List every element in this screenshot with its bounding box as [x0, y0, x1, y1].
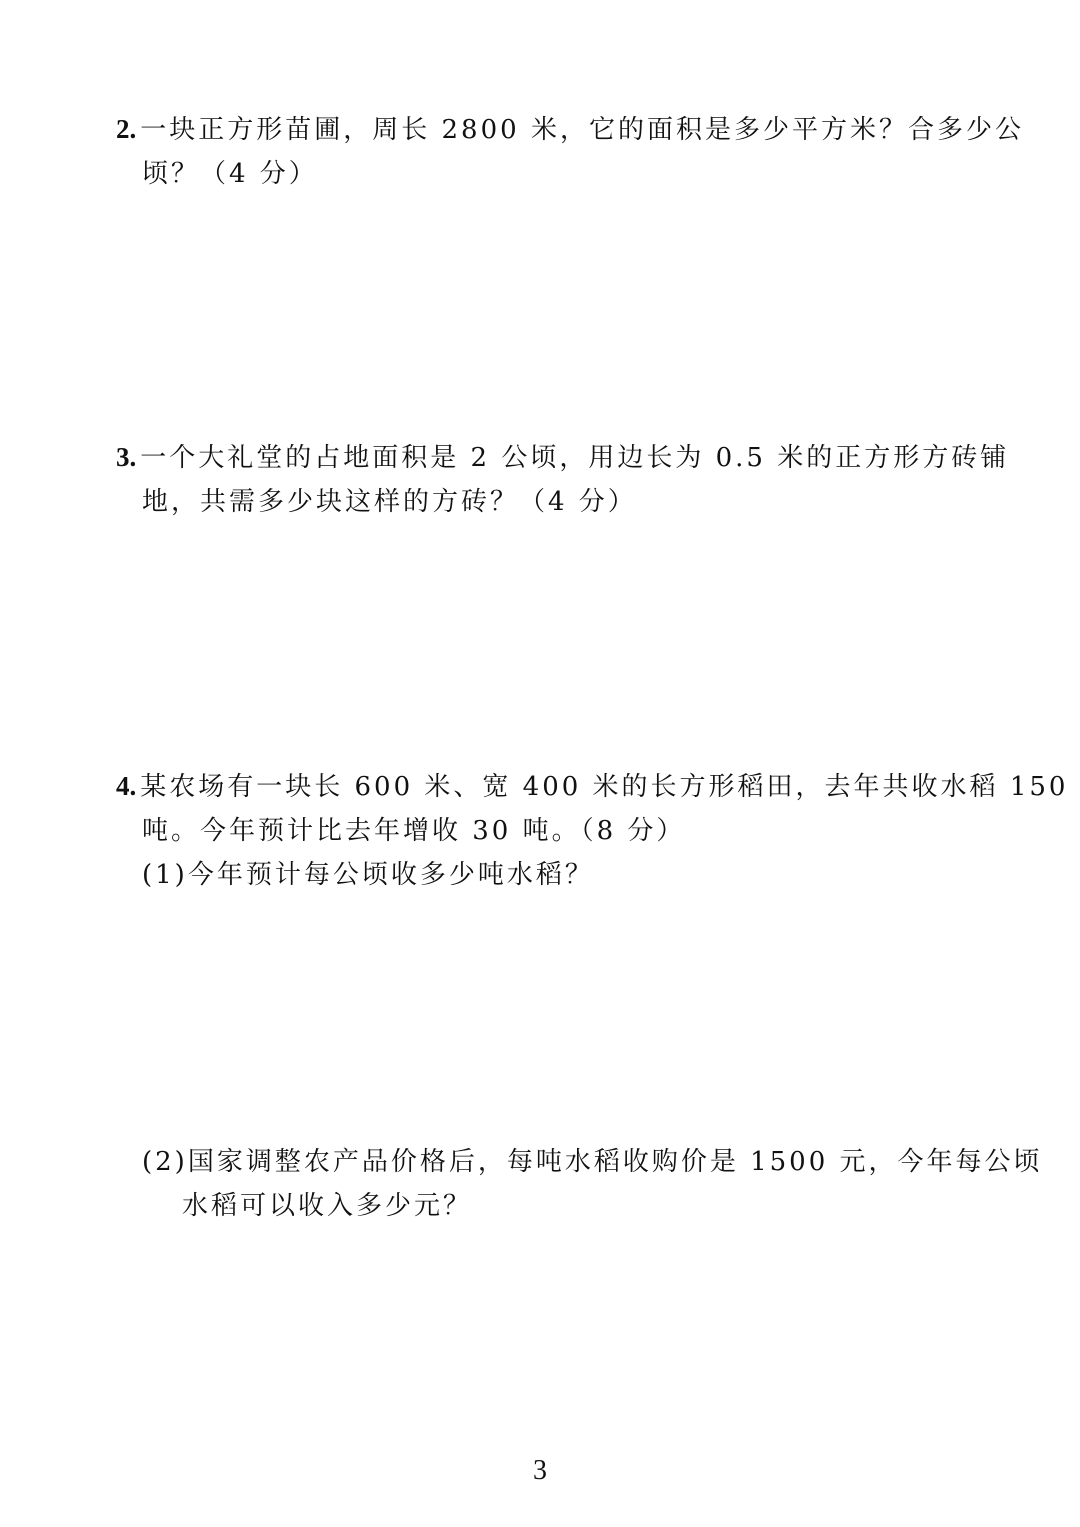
problem-2-line-1 [116, 107, 1024, 152]
problem-4 [116, 764, 1069, 897]
subquestion-2-line-2 [116, 1184, 936, 1228]
subquestion-2-text-2: 水稻可以收入多少元？ [182, 1191, 473, 1221]
problem-4-line-1 [116, 764, 1069, 809]
problem-4-subquestion-2 [116, 1140, 1043, 1228]
problem-3-line-1 [116, 435, 1010, 480]
problem-2-text-2: 顷？（4 分） [142, 159, 318, 189]
problem-3-text-1: 一个大礼堂的占地面积是 2 公顷，用边长为 0.5 米的正方形方砖铺 [140, 443, 1010, 473]
problem-4-text-2: 吨。今年预计比去年增收 30 吨。（8 分） [142, 816, 686, 846]
problem-4-text-1: 某农场有一块长 600 米、宽 400 米的长方形稻田，去年共收水稻 150 [140, 772, 1069, 802]
page-number: 3 [533, 1455, 547, 1486]
problem-4-line-2 [116, 809, 936, 853]
problem-3-text-2: 地，共需多少块这样的方砖？（4 分） [142, 487, 637, 517]
problem-3-number: 3. [116, 442, 137, 472]
problem-4-subquestion-1 [116, 853, 936, 897]
problem-2-line-2 [116, 152, 936, 196]
subquestion-2-line-1 [116, 1140, 1043, 1184]
problem-3 [116, 435, 1010, 524]
problem-2-number: 2. [116, 114, 137, 144]
problem-3-line-2 [116, 480, 936, 524]
problem-2-text-1: 一块正方形苗圃，周长 2800 米，它的面积是多少平方米？合多少公 [140, 115, 1024, 145]
problem-4-number: 4. [116, 771, 137, 801]
subquestion-2-text-1: (2)国家调整农产品价格后，每吨水稻收购价是 1500 元，今年每公顷 [142, 1147, 1043, 1177]
problem-2 [116, 107, 1024, 196]
subquestion-1-text: (1)今年预计每公顷收多少吨水稻？ [142, 860, 594, 890]
